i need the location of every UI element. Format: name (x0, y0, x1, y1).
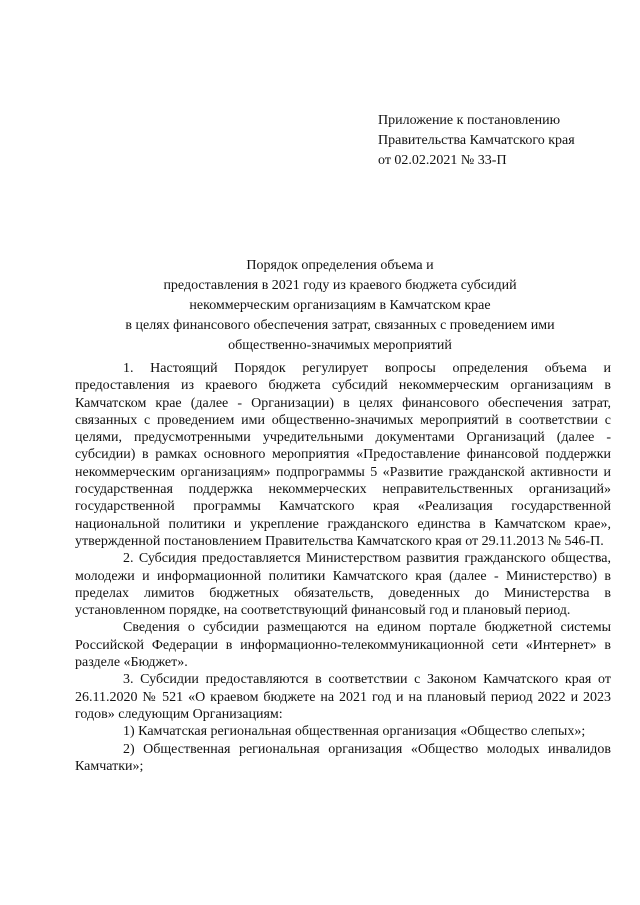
list-item-1: 1) Камчатская региональная общественная организация «Общество слепых»; (123, 724, 586, 740)
paragraph-3: 3. Субсидии предоставляются в соответствии с Законом Камчатского края от 26.11.2020 № 521 «О краевом бюджете на 2021 год и на плановый период 2022 и 2023 годов» следующим Организациям: (75, 672, 611, 722)
appendix-header-line: Приложение к постановлению (378, 113, 561, 128)
appendix-header-line: Правительства Камчатского края (378, 133, 575, 148)
title-line: Порядок определения объема и (246, 258, 434, 273)
document-title (70, 256, 610, 356)
list-item-2: 2) Общественная региональная организация «Общество молодых инвалидов Камчатки»; (75, 741, 611, 774)
title-line: предоставления в 2021 году из краевого бюджета субсидий (163, 278, 517, 293)
paragraph-2-info: Сведения о субсидии размещаются на едином портале бюджетной системы Российской Федерации в информационно-телекоммуникационной сети «Интернет» в разделе «Бюджет». (75, 620, 611, 671)
paragraph-2: 2. Субсидия предоставляется Министерством развития гражданского общества, молодежи и информационной политики Камчатского края (далее - Министерство) в пределах лимитов бюджетных обязательств, доведенных до Министерства в установленном порядке, на соответствующий финансовый год и плановый период. (75, 551, 611, 619)
appendix-header (378, 111, 628, 171)
title-line: некоммерческим организациям в Камчатском крае (189, 298, 491, 313)
title-line: общественно-значимых мероприятий (228, 338, 452, 353)
title-line: в целях финансового обеспечения затрат, связанных с проведением ими (125, 318, 555, 333)
document-body (75, 360, 611, 775)
appendix-header-line: от 02.02.2021 № 33-П (378, 153, 507, 168)
paragraph-1: 1. Настоящий Порядок регулирует вопросы определения объема и предоставления из краевого бюджета субсидий некоммерческим организациям в Камчатском крае (далее - Организации) в целях финансового обеспечения затрат, связанных с проведением ими общественно-значимых мероприятий в соответствии с целями, предусмотренными учредительными документами Организаций (далее - субсидии) в рамках основного мероприятия «Предоставление финансовой поддержки некоммерческим организациям» подпрограммы 5 «Развитие гражданской активности и государственная поддержка некоммерческих неправительственных организаций» государственной программы Камчатского края «Реализация государственной национальной политики и укрепление гражданского единства в Камчатском крае», утвержденной постановлением Правительства Камчатского края от 29.11.2013 № 546-П. (75, 361, 611, 549)
